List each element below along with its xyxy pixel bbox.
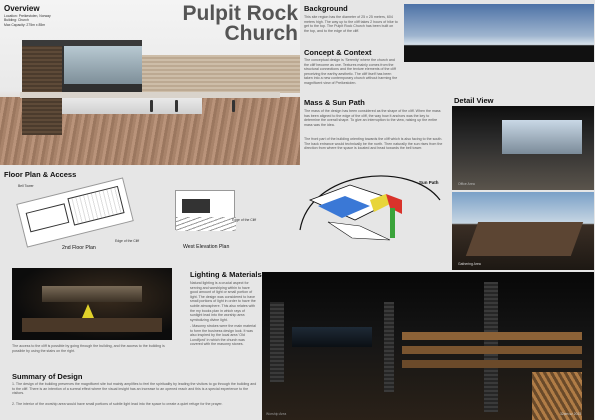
floor-plan-label: 2nd Floor Plan xyxy=(62,245,96,251)
edge-label-1: Edge of the Cliff xyxy=(115,239,140,243)
worship-caption: Worship Area xyxy=(266,412,287,416)
floor-heading: Floor Plan & Access xyxy=(4,170,77,179)
overview-line: Max Capacity: 275m x 85m xyxy=(4,22,46,27)
base-platform xyxy=(328,222,390,240)
summary-heading: Summary of Design xyxy=(12,372,83,381)
overview-info xyxy=(4,14,51,27)
elevation-ground xyxy=(176,217,236,231)
stone-column xyxy=(270,302,284,382)
person-figure xyxy=(150,100,153,112)
worship-render xyxy=(262,272,594,420)
bell-tower-label: Bell Tower xyxy=(18,184,34,188)
page-title xyxy=(158,4,298,44)
background-heading: Background xyxy=(304,4,348,13)
mass-text-1: The mass of the design has been considered as the shape of the cliff. When the mass has been aligned to the edge of the cliff, the way how it anchors was the key to determine the overall shape. To give an interruption to the view, raising up the entire mass was the idea. xyxy=(304,109,441,127)
window-view xyxy=(502,120,582,154)
ground-level xyxy=(62,98,202,114)
stone-column xyxy=(384,302,394,392)
mass-text-2: The front part of the building orienting towards the cliff which is also facing to the south. The back entrance would technically be the north. Then naturally the sun rises from the direction from where the space is located and head towards the bell tower. xyxy=(304,137,443,151)
elevation-drawing xyxy=(175,190,235,230)
title-line-2: Church xyxy=(224,22,298,45)
access-text: The access to the cliff is possible by going through the building, and the access to the building is possible by using the stairs on the right. xyxy=(12,344,165,353)
access-render xyxy=(12,268,172,340)
person-figure xyxy=(232,100,235,112)
summary-item-2: 2. The interior of the worship area would have small portions of subtle light lead into the space to create a quiet refuge for the prayer. xyxy=(12,402,223,406)
summary-item-1: 1. The design of the building preserves the magnificent site but mainly amplifies to feel the spirituality by leading the visitors to go through the building and to the cliff. There is an intention of a surreal effect where the visual insight has an increase to an opened reach and this is a special experience to the visitors. xyxy=(12,382,257,396)
dark-window xyxy=(292,327,372,347)
plan-room xyxy=(67,186,124,226)
cliff-view-image xyxy=(404,4,594,62)
pew-row xyxy=(402,332,582,340)
detail-image-gathering xyxy=(452,192,594,270)
lighting-text-2: - Masonry strokes were the main material to form the business design look. It was also inspired by the local area 'Old Lundfjord' in which the church was covered with the masonry stones. xyxy=(190,324,256,347)
overview-line: Location: Preikestolen, Norway xyxy=(4,14,51,18)
elevation-mass xyxy=(182,199,210,213)
window-strip xyxy=(42,286,142,302)
arrow-icon xyxy=(82,304,94,318)
green-tower xyxy=(390,208,395,238)
detail-caption-top: Office Area xyxy=(458,182,475,186)
detail-caption-bottom: Gathering Area xyxy=(458,262,481,266)
sun-path-label: Sun Path xyxy=(419,180,439,185)
floor-slab xyxy=(22,318,162,332)
stone-wall xyxy=(140,55,300,93)
credit-text: 32am sz 2013 xyxy=(560,412,582,416)
sun-path-diagram xyxy=(290,160,450,260)
deck xyxy=(466,222,583,256)
overview-line: Building: Church xyxy=(4,18,29,23)
pew-row xyxy=(402,360,582,368)
plan-room xyxy=(26,203,70,232)
lighting-heading: Lighting & Materials xyxy=(190,270,262,279)
concept-heading: Concept & Context xyxy=(304,48,372,57)
detail-image-office xyxy=(452,106,594,190)
lower-band xyxy=(62,84,142,92)
person-figure xyxy=(175,100,178,112)
mass-heading: Mass & Sun Path xyxy=(304,98,365,107)
lighting-text-1: Natural lighting is a crucial aspect for serving and worshiping within to have good amount of light or small portion of light. The design was considered to have small portions of light in order to have the subtle atmosphere. This also relates with the my books plan in which rays of sunlight lead into the worship area symbolizing divine light. xyxy=(190,281,256,322)
masonry-wall xyxy=(22,40,62,135)
overview-heading: Overview xyxy=(4,4,40,13)
edge-label-2: Edge of the Cliff xyxy=(232,218,257,222)
detail-heading: Detail View xyxy=(454,96,494,105)
pew-row xyxy=(402,346,582,354)
concept-text: The conceptual design is 'Serenity' where the church and the cliff become as one. Textures mainly comes from the structural connections and the texture elements of the cliff perceiving the earthy aesthetic. The cliff itself has been taken into a new contemporary church without harming the magnificent view of Preikestolen. xyxy=(304,58,398,85)
glass-facade xyxy=(62,46,142,84)
background-text: This site region has the diameter of 25 x 25 meters, 604 meters high. The way up to the cliff takes 2 hours of hike to get to the top. The Pulpit Rock Church has been built on the top, and to the edge of the cliff. xyxy=(304,15,398,33)
title-line-1: Pulpit Rock xyxy=(182,2,298,25)
elevation-label: West Elevation Plan xyxy=(183,244,230,250)
